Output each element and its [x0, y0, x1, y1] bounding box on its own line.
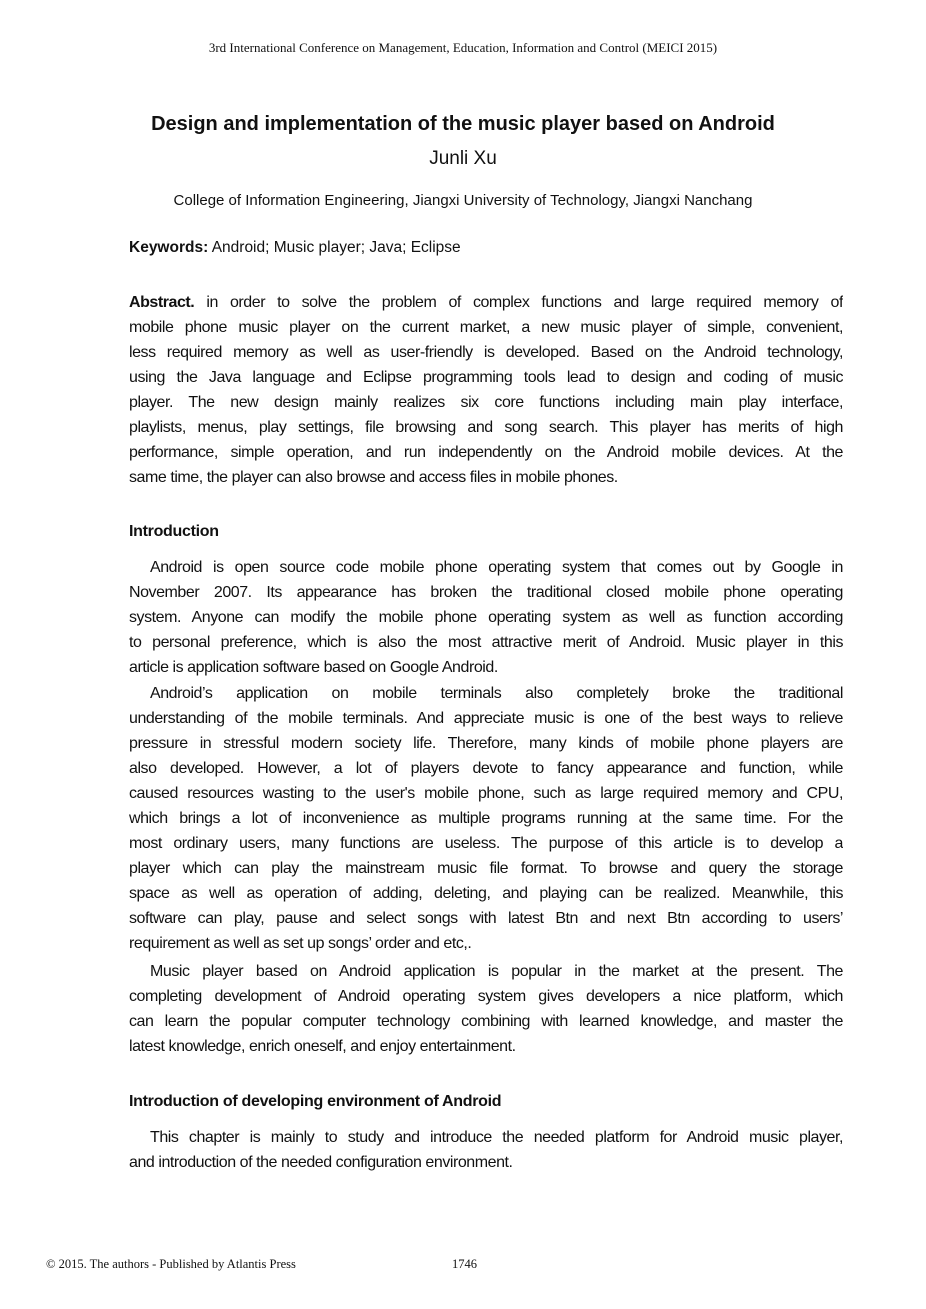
text-line: mobile phone music player on the current market, a new music player of simple, convenient, — [129, 319, 843, 336]
text-line: November 2007. Its appearance has broken the traditional closed mobile phone operating — [129, 584, 843, 601]
text-line: latest knowledge, enrich oneself, and enjoy entertainment. — [129, 1038, 516, 1055]
abstract — [129, 290, 843, 490]
text-line: Music player based on Android application is popular in the market at the present. The — [150, 963, 843, 980]
page-number: 1746 — [452, 1257, 477, 1271]
text-line: less required memory as well as user-friendly is developed. Based on the Android technology, — [129, 344, 843, 361]
copyright: © 2015. The authors - Published by Atlantis Press — [46, 1257, 296, 1271]
keywords-label: Keywords: — [129, 239, 209, 256]
text-line: pressure in stressful modern society life. Therefore, many kinds of mobile phone players are — [129, 735, 843, 752]
section-heading-introduction: Introduction — [129, 523, 219, 540]
keywords — [129, 239, 461, 257]
author: Junli Xu — [429, 148, 497, 169]
text-line: can learn the popular computer technology combining with learned knowledge, and master the — [129, 1013, 843, 1030]
intro-paragraph-2 — [129, 681, 843, 956]
text-line: to personal preference, which is also the most attractive merit of Android. Music player in this — [129, 634, 843, 651]
text-line: article is application software based on Google Android. — [129, 659, 498, 676]
text-line: Android is open source code mobile phone operating system that comes out by Google in — [150, 559, 843, 576]
intro-paragraph-3 — [129, 959, 843, 1059]
text-line: also developed. However, a lot of players devote to fancy appearance and function, while — [129, 760, 843, 777]
text-line: completing development of Android operating system gives developers a nice platform, which — [129, 988, 843, 1005]
text-line: which brings a lot of inconvenience as multiple programs running at the same time. For the — [129, 810, 843, 827]
text-line-content: in order to solve the problem of complex functions and large required memory of — [194, 294, 843, 311]
text-line: system. Anyone can modify the mobile phone operating system as well as function according — [129, 609, 843, 626]
text-line: requirement as well as set up songs’ order and etc,. — [129, 935, 472, 952]
affiliation: College of Information Engineering, Jiangxi University of Technology, Jiangxi Nanchang — [173, 192, 753, 209]
text-line: performance, simple operation, and run independently on the Android mobile devices. At the — [129, 444, 843, 461]
text-line: software can play, pause and select songs with latest Btn and next Btn according to users’ — [129, 910, 843, 927]
text-line: player. The new design mainly realizes six core functions including main play interface, — [129, 394, 843, 411]
text-line: Android’s application on mobile terminals also completely broke the traditional — [150, 685, 843, 702]
text-line: This chapter is mainly to study and introduce the needed platform for Android music player, — [150, 1129, 843, 1146]
text-line: using the Java language and Eclipse programming tools lead to design and coding of music — [129, 369, 843, 386]
text-line: same time, the player can also browse and access files in mobile phones. — [129, 469, 618, 486]
conference-header: 3rd International Conference on Management, Education, Information and Control (MEICI 2015) — [208, 40, 718, 55]
text-line: most ordinary users, many functions are useless. The purpose of this article is to develop a — [129, 835, 843, 852]
section-heading-developing-environment: Introduction of developing environment of Android — [129, 1093, 502, 1110]
text-line: playlists, menus, play settings, file browsing and song search. This player has merits of high — [129, 419, 843, 436]
text-line — [129, 290, 843, 315]
text-line: player which can play the mainstream music file format. To browse and query the storage — [129, 860, 843, 877]
abstract-label: Abstract. — [129, 294, 195, 311]
text-line: caused resources wasting to the user's mobile phone, such as large required memory and CPU, — [129, 785, 843, 802]
text-line: and introduction of the needed configuration environment. — [129, 1154, 513, 1171]
paper-title: Design and implementation of the music player based on Android — [151, 113, 775, 135]
text-line: understanding of the mobile terminals. And appreciate music is one of the best ways to relieve — [129, 710, 843, 727]
text-line: space as well as operation of adding, deleting, and playing can be realized. Meanwhile, this — [129, 885, 843, 902]
intro-paragraph-1 — [129, 555, 843, 680]
keywords-value: Android; Music player; Java; Eclipse — [208, 239, 461, 256]
environment-paragraph-1 — [129, 1125, 843, 1175]
